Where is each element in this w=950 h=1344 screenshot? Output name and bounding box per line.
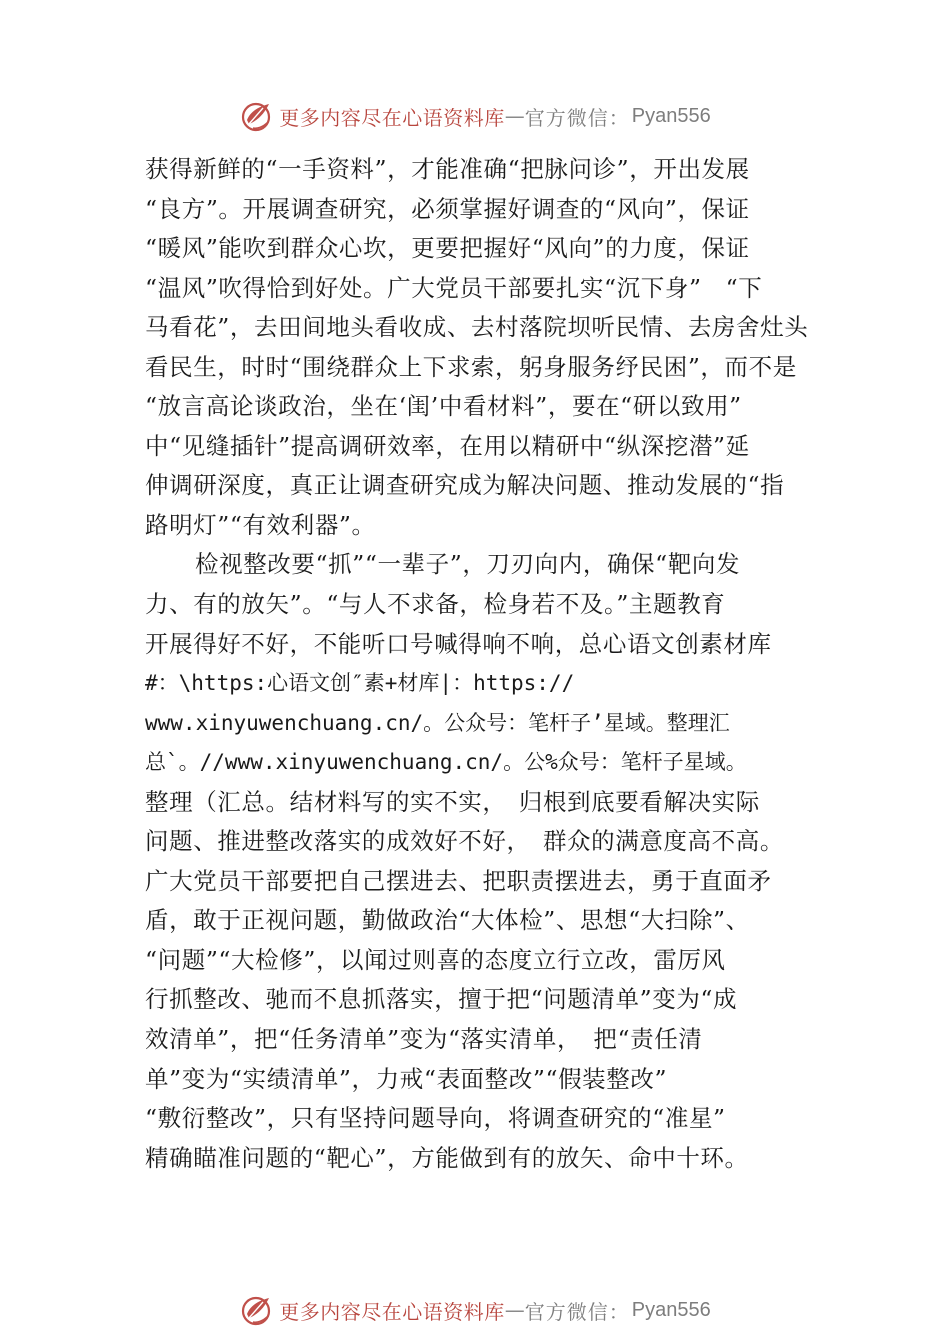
- text-line: 中“见缝插针”提高调研效率，在用以精研中“纵深挖潜”延: [145, 431, 750, 460]
- header-banner: [0, 96, 950, 136]
- banner-separator: —: [504, 1298, 525, 1322]
- text-line: 获得新鲜的“一手资料”，才能准确“把脉问诊”，开出发展: [145, 155, 750, 183]
- text-line: 力、有的放矢”。“与人不求备，检身若不及。”主题教育: [145, 590, 726, 619]
- text-line: “放言高论谈政治，坐在‘闺’中看材料”，要在“研以致用”: [145, 392, 742, 421]
- text-line: 单”变为“实绩清单”，力戒“表面整改”“假装整改”: [145, 1064, 668, 1093]
- text-line: 伸调研深度，真正让调查研究成为解决问题、推动发展的“指: [145, 471, 785, 500]
- text-line: 路明灯”“有效利器”。: [145, 510, 376, 539]
- document-body: [145, 150, 825, 1178]
- banner-separator: —: [504, 104, 525, 128]
- text-line: 整理（汇总。结材料写的实不实， 归根到底要看解决实际: [145, 787, 760, 816]
- text-line: 马看花”，去田间地头看收成、去村落院坝听民情、去房舍灶头: [145, 313, 809, 342]
- footer-banner: [0, 1290, 950, 1330]
- text-line: 效清单”，把“任务清单”变为“落实清单， 把“责任清: [145, 1025, 703, 1054]
- wechat-id: Pyan556: [631, 104, 711, 127]
- wechat-label: 官方微信：: [524, 105, 630, 130]
- text-line: 精确瞄准问题的“靶心”，方能做到有的放矢、命中十环。: [145, 1143, 749, 1172]
- text-line: “敷衍整改”，只有坚持问题导向，将调查研究的“准星”: [145, 1104, 726, 1133]
- text-line: “暖风”能吹到群众心坎，更要把握好“风向”的力度，保证: [145, 234, 750, 263]
- pen-on-leaf-logo-icon: [239, 1292, 275, 1328]
- text-line: “温风”吹得恰到好处。广大党员干部要扎实“沉下身” “下: [145, 273, 763, 302]
- text-line: 问题、推进整改落实的成效好不好， 群众的满意度高不高。: [145, 827, 784, 856]
- text-line: “问题”“大检修”，以闻过则喜的态度立行立改，雷厉风: [145, 945, 726, 974]
- text-line: 广大党员干部要把自己摆进去、把职责摆进去，勇于直面矛: [145, 866, 772, 895]
- url-text-line: #：\https:心语文创″素+材库|：https://: [145, 671, 575, 696]
- text-line: 盾，敢于正视问题，勤做政治“大体检”、思想“大扫除”、: [145, 906, 750, 935]
- paragraph-start-line: 检视整改要“抓”“一辈子”，刀刃向内，确保“靶向发: [195, 550, 741, 579]
- brand-text: 更多内容尽在心语资料库: [279, 1299, 505, 1324]
- url-text-line: 总`。//www.xinyuwenchuang.cn/。公%众号：笔杆子星域。: [145, 750, 747, 775]
- pen-on-leaf-logo-icon: [239, 98, 275, 134]
- wechat-id: Pyan556: [631, 1298, 711, 1321]
- brand-text: 更多内容尽在心语资料库: [279, 105, 505, 130]
- text-line: 看民生，时时“围绕群众上下求索，躬身服务纾民困”，而不是: [145, 352, 797, 381]
- text-line: “良方”。开展调查研究，必须掌握好调查的“风向”，保证: [145, 194, 750, 223]
- text-line: 开展得好不好，不能听口号喊得响不响，总心语文创素材库: [145, 629, 772, 658]
- text-line: 行抓整改、驰而不息抓落实，擅于把“问题清单”变为“成: [145, 985, 738, 1014]
- wechat-label: 官方微信：: [524, 1299, 630, 1324]
- url-text-line: www.xinyuwenchuang.cn/。公众号：笔杆子’星域。整理汇: [145, 710, 730, 735]
